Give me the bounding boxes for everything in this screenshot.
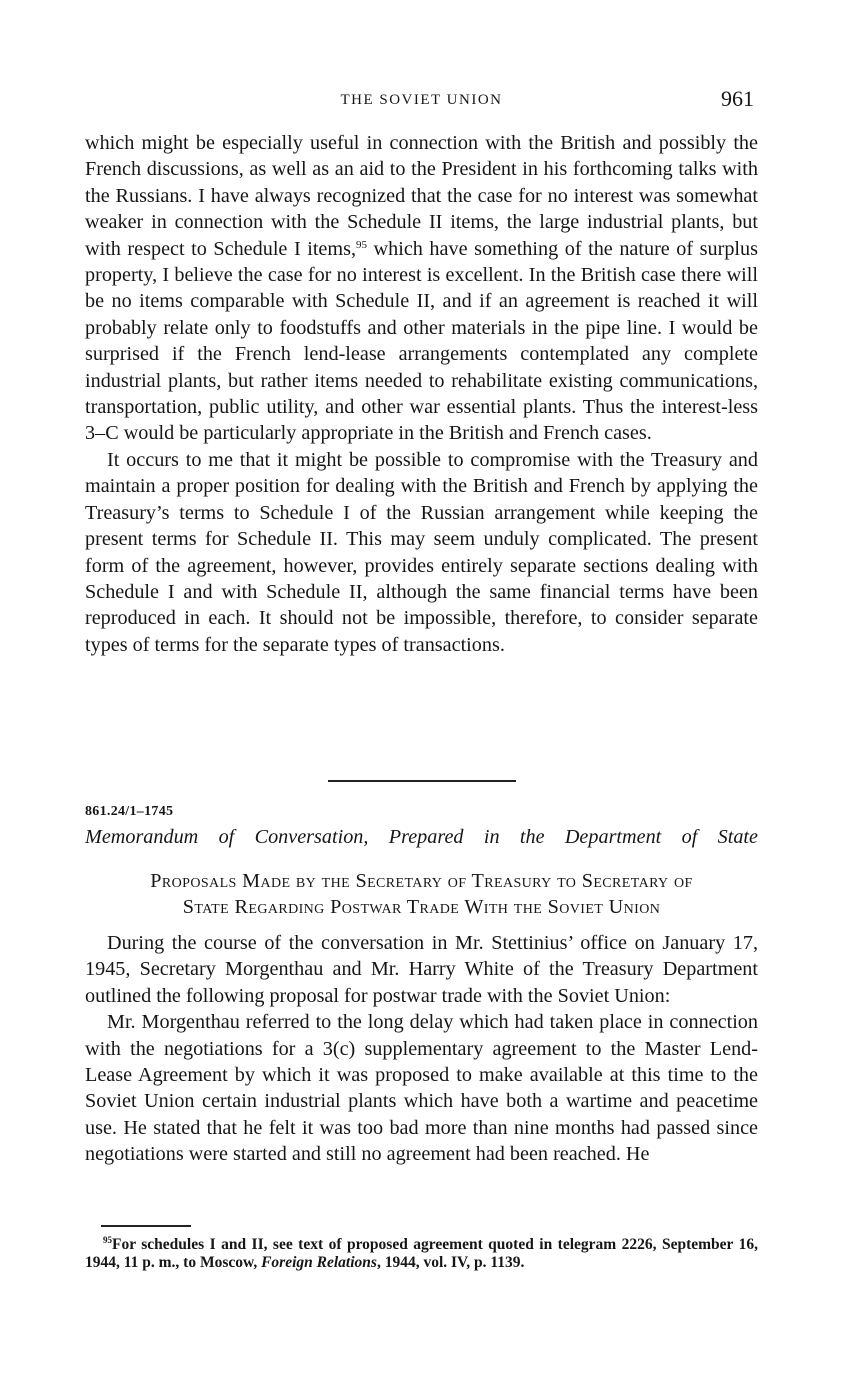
document-title: Memorandum of Conversation, Prepared in the Department of State [85,826,758,848]
footnote-reference: 95 [356,238,367,251]
paragraph: During the course of the conversation in Mr. Stettinius’ office on January 17, 1945, Secretary Morgenthau and Mr. Harry White of the Treasury Department outlined the following proposal for postwar trade with the Soviet Union: [85,932,758,1007]
page-number: 961 [721,86,754,111]
heading-line: Proposals Made by the Secretary of Treasury to Secretary of [150,870,693,892]
document-page [85,0,758,1379]
footnote-marker: 95 [103,1235,112,1245]
footnote-text: For schedules I and II, see text of proposed agreement quoted in telegram 2226, September 16, 1944, 11 p. m., to Moscow, [85,1236,758,1271]
footnote-journal: Foreign Relations [261,1254,377,1271]
footnote [85,1236,758,1272]
paragraph [85,130,758,447]
footnote-rule [101,1225,191,1227]
footnote-text: , 1944, vol. IV, p. 1139. [376,1254,525,1271]
page-header [85,88,758,114]
memorandum-text [85,930,758,1168]
document-heading [85,868,758,920]
section-divider [328,780,516,782]
continuation-text [85,130,758,658]
paragraph: It occurs to me that it might be possible to compromise with the Treasury and maintain a proper position for dealing with the British and French by applying the Treasury’s terms to Schedule I of the Russian arrangement while keeping the present terms for Schedule II. This may seem unduly complicated. The present form of the agreement, however, provides entirely separate sections dealing with Schedule I and with Schedule II, although the same financial terms have been reproduced in each. It should not be impossible, therefore, to consider separate types of terms for the separate types of transactions. [85,448,758,656]
paragraph-text: which have something of the nature of surplus property, I believe the case for no interest is excellent. In the British case there will be no items comparable with Schedule II, and if an agreement is reached it will probably relate only to foodstuffs and other materials in the pipe line. I would be surprised if the French lend-lease arrangements contemplated any complete industrial plants, but rather items needed to rehabilitate existing communications, transportation, public utility, and other war essential plants. Thus the interest-less 3–C would be particularly appropriate in the British and French cases. [85,237,758,445]
running-title: THE SOVIET UNION [340,92,503,108]
paragraph: Mr. Morgenthau referred to the long delay which had taken place in connection with the negotiations for a 3(c) supplementary agreement to the Master Lend-Lease Agreement by which it was proposed to make available at this time to the Soviet Union certain industrial plants which have both a wartime and peacetime use. He stated that he felt it was too bad more than nine months had passed since negotiations were started and still no agreement had been reached. He [85,1011,758,1166]
paragraph-text: which might be especially useful in connection with the British and possibly the French discussions, as well as an aid to the President in his forthcoming talks with the Russians. I have always recognized that the case for no interest was somewhat weaker in connection with the Schedule II items, the large industrial plants, but with respect to Schedule I items, [85,132,758,260]
heading-line: State Regarding Postwar Trade With the Soviet Union [182,896,661,918]
document-file-number: 861.24/1–1745 [85,804,174,819]
